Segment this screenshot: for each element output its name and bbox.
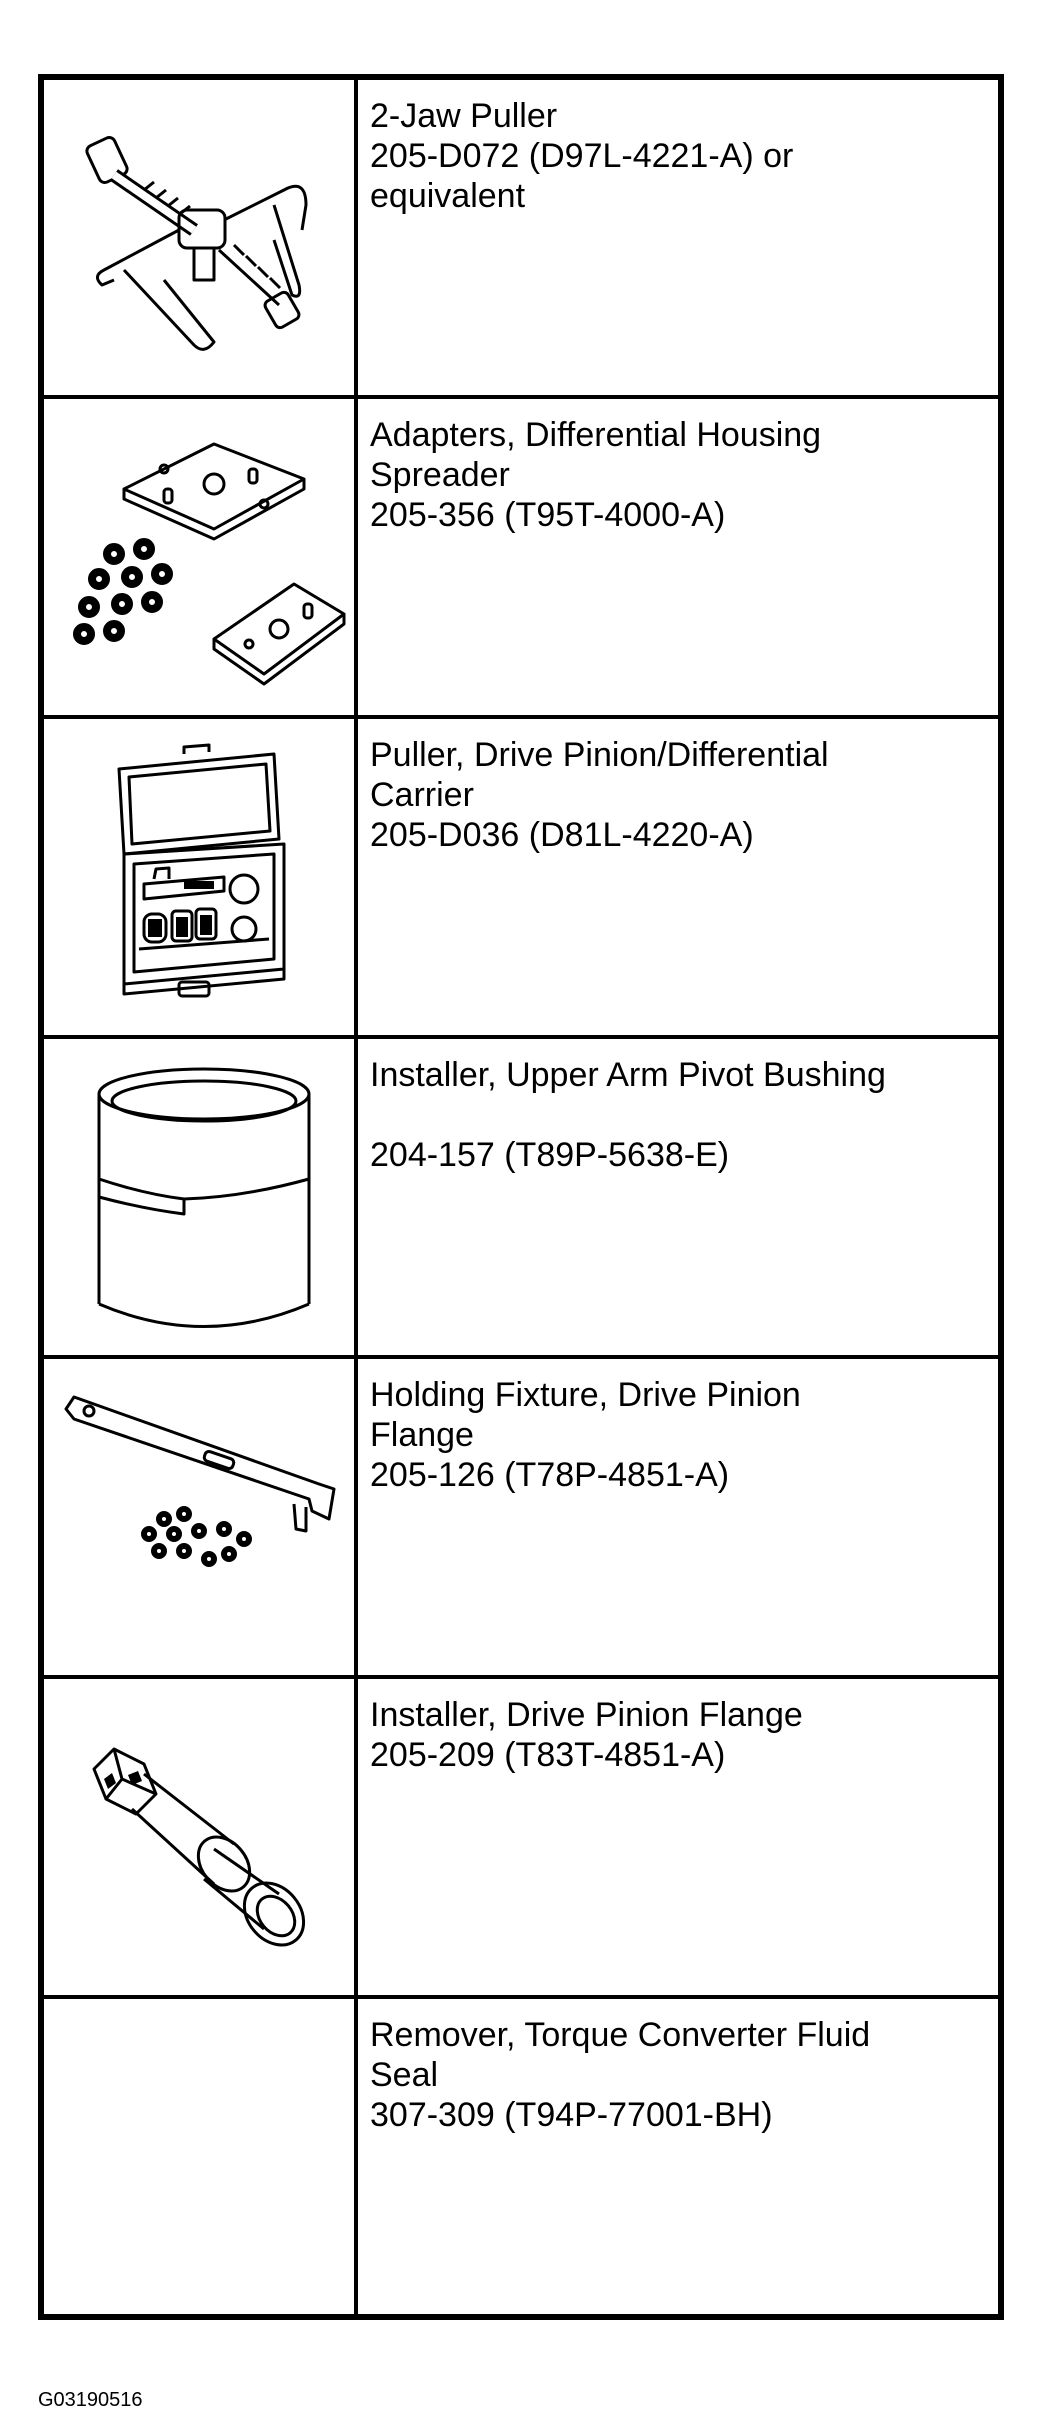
tool-name-continued: Seal xyxy=(370,2056,439,2094)
tool-image-cell xyxy=(41,1037,356,1357)
table-row xyxy=(41,1357,1001,1677)
holding-fixture-bar-icon xyxy=(44,1359,354,1679)
tool-image-cell xyxy=(41,77,356,397)
tool-part-number: 205-209 (T83T-4851-A) xyxy=(370,1736,726,1774)
tool-name: Installer, Upper Arm Pivot Bushing xyxy=(370,1056,886,1094)
tool-description-cell xyxy=(356,717,1001,1037)
figure-id: G03190516 xyxy=(38,2389,143,2411)
tool-description-cell xyxy=(356,1357,1001,1677)
tool-part-number: 205-D036 (D81L-4220-A) xyxy=(370,816,754,854)
table-row xyxy=(41,397,1001,717)
tool-image-cell xyxy=(41,717,356,1037)
tool-part-number: 307-309 (T94P-77001-BH) xyxy=(370,2096,773,2134)
tool-description-cell xyxy=(356,1677,1001,1997)
two-jaw-puller-icon xyxy=(44,80,354,400)
tool-description-cell xyxy=(356,1997,1001,2317)
table-row xyxy=(41,77,1001,397)
table-row xyxy=(41,1037,1001,1357)
tool-part-number: 205-356 (T95T-4000-A) xyxy=(370,496,726,534)
table-row xyxy=(41,1677,1001,1997)
tool-name: Installer, Drive Pinion Flange xyxy=(370,1696,803,1734)
tool-description-cell xyxy=(356,77,1001,397)
tool-name-continued: Flange xyxy=(370,1416,474,1454)
tool-name: Adapters, Differential Housing xyxy=(370,416,822,454)
tool-name: Puller, Drive Pinion/Differential xyxy=(370,736,829,774)
table-row xyxy=(41,1997,1001,2317)
tool-image-cell xyxy=(41,397,356,717)
bushing-installer-sleeve-icon xyxy=(44,1039,354,1359)
tool-name: Remover, Torque Converter Fluid xyxy=(370,2016,871,2054)
special-tools-table xyxy=(38,74,1004,2320)
spreader-adapters-icon xyxy=(44,399,354,719)
tool-image-cell xyxy=(41,1357,356,1677)
blank-line xyxy=(370,1095,986,1135)
tool-name-continued: Carrier xyxy=(370,776,474,814)
tool-description-cell xyxy=(356,397,1001,717)
tool-note: equivalent xyxy=(370,177,526,215)
puller-kit-case-icon xyxy=(44,719,354,1039)
tool-name: 2-Jaw Puller xyxy=(370,97,558,135)
tool-name: Holding Fixture, Drive Pinion xyxy=(370,1376,801,1414)
tool-part-number: 205-D072 (D97L-4221-A) or xyxy=(370,137,794,175)
tool-part-number: 204-157 (T89P-5638-E) xyxy=(370,1136,730,1174)
flange-installer-icon xyxy=(44,1679,354,1999)
tool-image-cell-empty xyxy=(41,1997,356,2317)
tool-image-cell xyxy=(41,1677,356,1997)
tool-name-continued: Spreader xyxy=(370,456,510,494)
tool-part-number: 205-126 (T78P-4851-A) xyxy=(370,1456,730,1494)
tool-description-cell xyxy=(356,1037,1001,1357)
table-row xyxy=(41,717,1001,1037)
